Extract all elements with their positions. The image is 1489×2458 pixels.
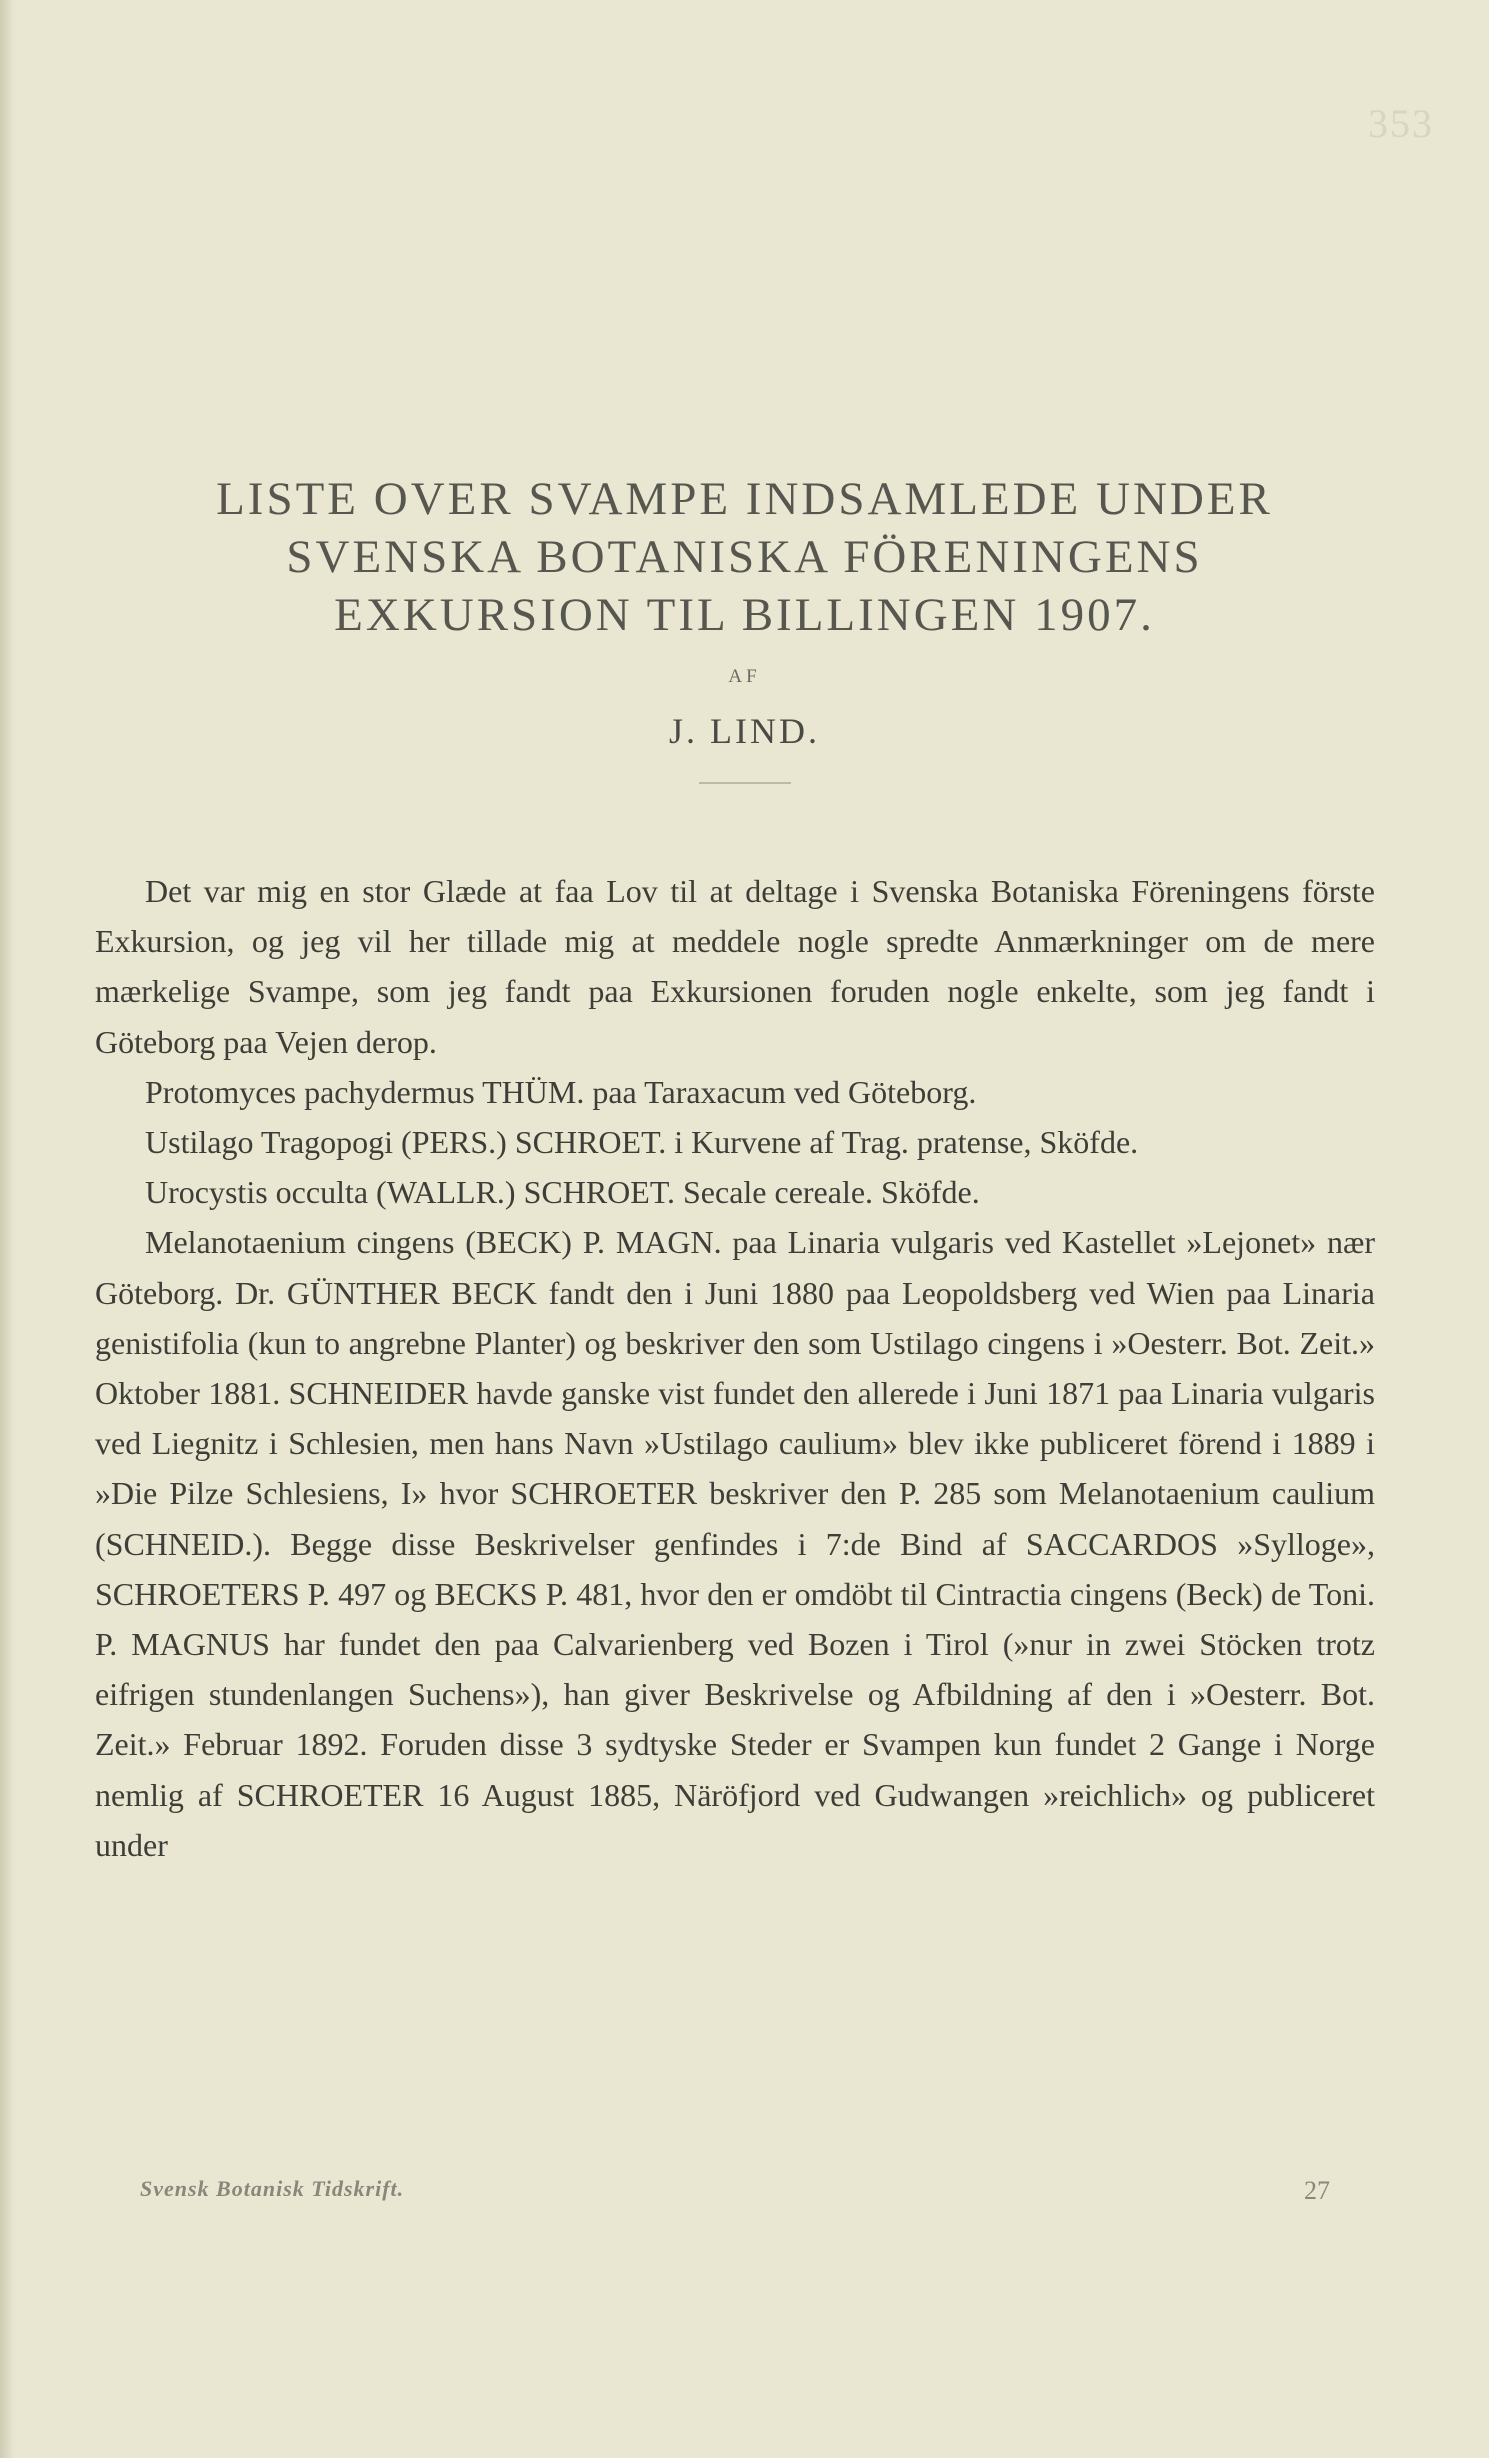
page-footer	[140, 2176, 1330, 2205]
faint-page-number: 353	[1368, 101, 1434, 146]
author-name: J. LIND.	[669, 711, 820, 751]
journal-name: Svensk Botanisk Tidskrift.	[140, 2176, 405, 2201]
page-edge-shadow	[0, 0, 14, 2458]
title-line-3: EXKURSION TIL BILLINGEN 1907.	[334, 589, 1155, 641]
separator-rule	[699, 782, 791, 784]
article-body	[95, 866, 1375, 1870]
paragraph-ustilago: Ustilago Tragopogi (PERS.) SCHROET. i Kurvene af Trag. pratense, Sköfde.	[145, 1124, 1139, 1161]
signature-number: 27	[1304, 2176, 1330, 2205]
paragraph-intro: Det var mig en stor Glæde at faa Lov til at deltage i Svenska Botaniska Föreningens förste Exkursion, og jeg vil her tillade mig at meddele nogle spredte Anmærkninger om de mere mærkelige Svampe, som jeg fandt paa Exkursionen foruden nogle enkelte, som jeg fandt i Göteborg paa Vejen derop.	[95, 873, 1375, 1060]
paragraph-melanotaenium: Melanotaenium cingens (BECK) P. MAGN. paa Linaria vulgaris ved Kastellet »Lejonet» nær Göteborg. Dr. GÜNTHER BECK fandt den i Juni 1880 paa Leopoldsberg ved Wien paa Linaria genistifolia (kun to angrebne Planter) og beskriver den som Ustilago cingens i »Oesterr. Bot. Zeit.» Oktober 1881. SCHNEIDER havde ganske vist fundet den allerede i Juni 1871 paa Linaria vulgaris ved Liegnitz i Schlesien, men hans Navn »Ustilago caulium» blev ikke publiceret förend i 1889 i »Die Pilze Schlesiens, I» hvor SCHROETER beskriver den P. 285 som Melanotaenium caulium (SCHNEID.). Begge disse Beskrivelser genfindes i 7:de Bind af SACCARDOS »Sylloge», SCHROETERS P. 497 og BECKS P. 481, hvor den er omdöbt til Cintractia cingens (Beck) de Toni. P. MAGNUS har fundet den paa Calvarienberg ved Bozen i Tirol (»nur in zwei Stöcken trotz eifrigen stundenlangen Suchens»), han giver Beskrivelse og Afbildning af den i »Oesterr. Bot. Zeit.» Februar 1892. Foruden disse 3 sydtyske Steder er Svampen kun fundet 2 Gange i Norge nemlig af SCHROETER 16 August 1885, Näröfjord ved Gudwangen »reichlich» og publiceret under	[95, 1224, 1375, 1863]
byline-af: AF	[728, 666, 761, 687]
title-line-1: LISTE OVER SVAMPE INDSAMLEDE UNDER	[216, 473, 1273, 525]
paragraph-urocystis: Urocystis occulta (WALLR.) SCHROET. Secale cereale. Sköfde.	[145, 1174, 980, 1211]
article-header	[0, 470, 1489, 784]
title-line-2: SVENSKA BOTANISKA FÖRENINGENS	[286, 531, 1203, 583]
paragraph-protomyces: Protomyces pachydermus THÜM. paa Taraxacum ved Göteborg.	[145, 1073, 977, 1110]
